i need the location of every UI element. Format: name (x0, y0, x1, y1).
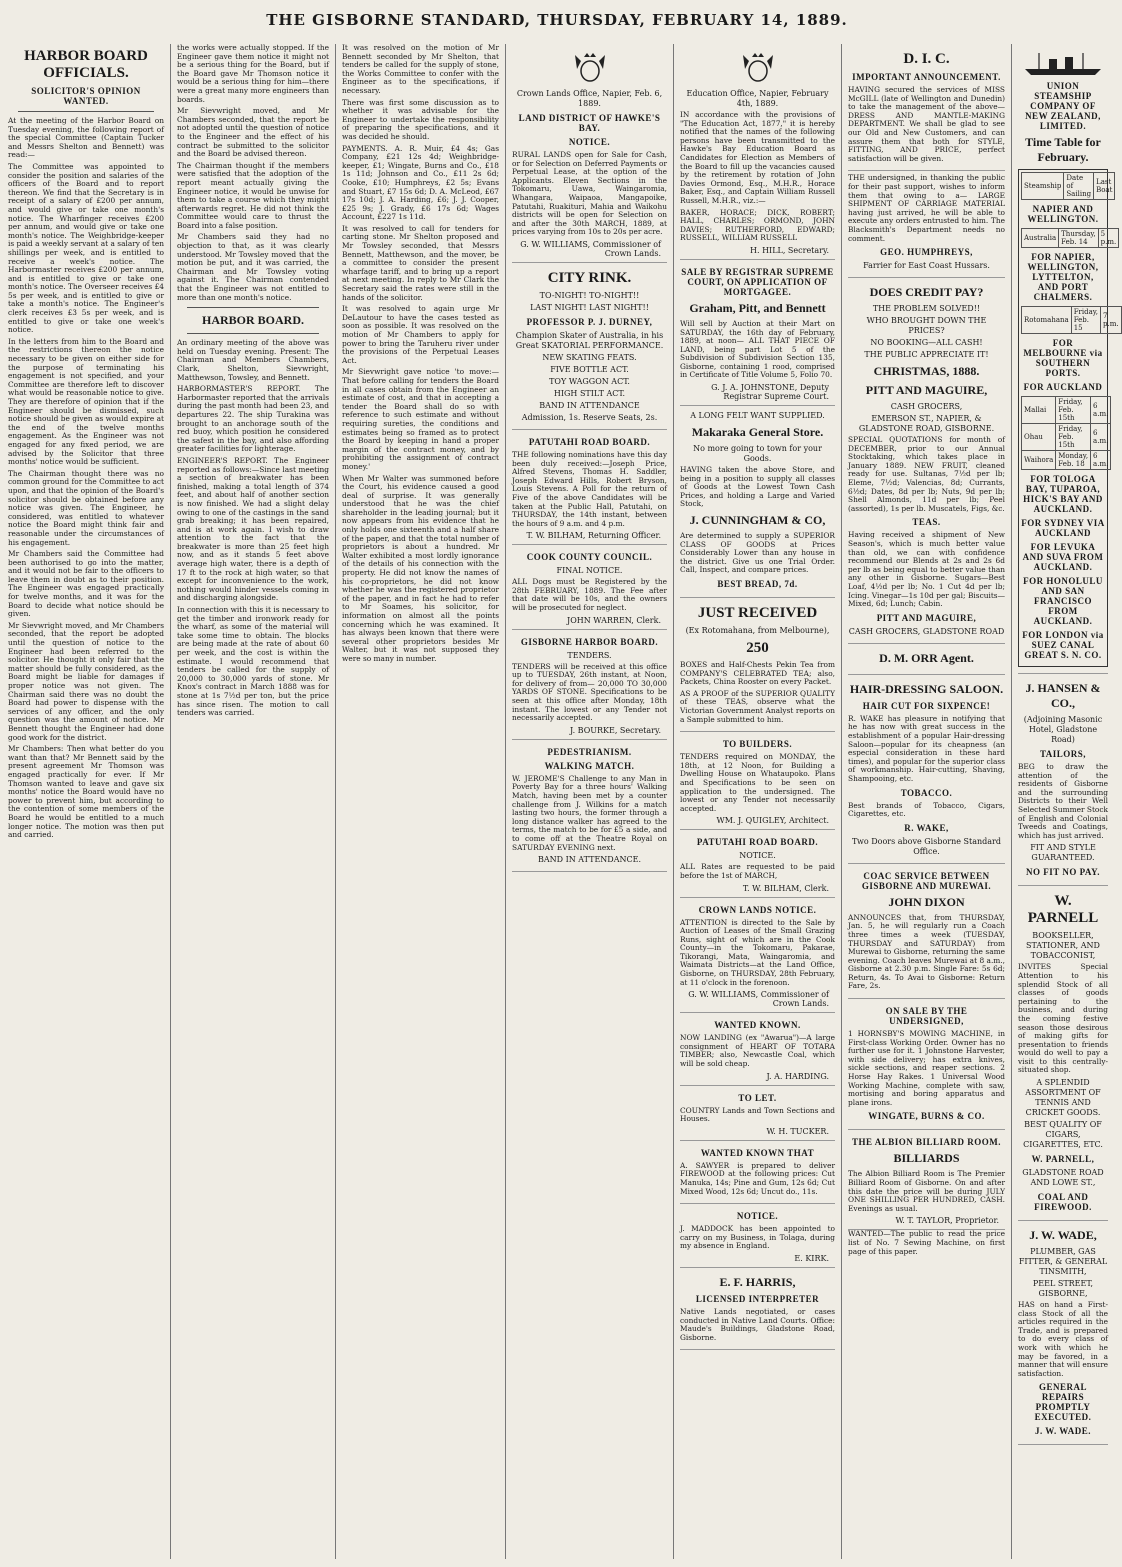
ad-registrar-sale (680, 260, 835, 406)
ad-subtitle: LICENSED INTERPRETER (695, 1293, 820, 1304)
column-2 (170, 44, 335, 1559)
ad-line: BAND IN ATTENDANCE (539, 400, 640, 410)
table-cell: Australia (1022, 229, 1059, 248)
ad-subtitle: WALKING MATCH. (544, 760, 635, 771)
timetable-table (1021, 228, 1119, 248)
ad-line: FIVE BOTTLE ACT. (550, 364, 629, 374)
ad-firm-name: D. M. ORR (879, 650, 938, 665)
ad-harris-interpreter (680, 1268, 835, 1350)
ad-heading: LAND DISTRICT OF HAWKE'S BAY. (518, 113, 661, 133)
ad-body: A. SAWYER is prepared to deliver FIREWOOD at the following prices: Cut Manuka, 14s; Pine and Gum, 12s 6d; Cut Mixed Wood, 12s 6d; Uncut do., 11s. (680, 1160, 835, 1196)
ad-signature: W. T. TAYLOR, Proprietor. (895, 1216, 999, 1226)
ad-hansen (1018, 674, 1108, 886)
ad-orr (848, 644, 1005, 675)
ad-body: AS A PROOF of the SUPERIOR QUALITY of these TEAS, observe what the Victorian Government Analyst reports on a Sample submitted to him. (680, 688, 835, 724)
table-cell: 6 a.m. (1091, 397, 1111, 424)
table-header: Steamship (1022, 173, 1064, 200)
table-row (1022, 173, 1115, 200)
ad-title: NOTICE. (736, 1211, 779, 1222)
route-heading: FOR HONOLULU AND SAN FRANCISCO FROM AUCKLAND. (1023, 576, 1103, 626)
ad-firm (848, 651, 1005, 666)
article-paragraph: In the letters from him to the Board and the restrictions thereon the notice necessary to be given on either side for the purpose of terminating his engagement is not specified, and your Committee are therefore left to discover what would be reasonable notice to give. They are therefore of opinion that if the Engineer should be dismissed, such notice should be given as would expire at the end of the twelve months engagement. As the Engineer was not engaged for any fixed period, we are advised by the Solicitor that three months' notice would be sufficient. (8, 336, 164, 467)
ad-body: ATTENTION is directed to the Sale by Auction of Leases of the Small Grazing Runs, sight of which are in the Cook County—in the Tokomaru, Pakarae, Tikorangi, Mata, Waingaromia, and Waimata Districts—at the Land Office, Gisborne, on THURSDAY, 28th February, at 11 o'clock in the forenoon. (680, 917, 835, 987)
ad-title: DOES CREDIT PAY? (869, 285, 984, 300)
table-cell: Rotomahana (1022, 307, 1072, 334)
ad-notice-maddock (680, 1204, 835, 1268)
ad-names: BAKER, HORACE; DICK, ROBERT; HALL, CHARLES; ORMOND, JOHN DAVIES; RUTHERFORD, EDWARD; RUSSELL, WILLIAM RUSSELL (680, 207, 835, 243)
article-paragraph: Mr Chambers: Then what better do you want than that? Mr Bennett said by the present agreement Mr Thomson was engaged practically for ever. If Mr Thomson wanted to leave and gave six months' notice the Board would have no power to prevent him, but according to the contention of some members of the Board he would be entitled to a much longer notice. The motion was then put and carried. (8, 744, 164, 840)
ad-firm: JOHN DIXON (888, 894, 965, 909)
table-cell: 7 p.m. (1101, 307, 1122, 334)
ad-signature: J. A. HARDING. (766, 1071, 829, 1081)
ad-title: TEAS. (912, 517, 941, 528)
ad-firm: J. W. WADE, (1029, 1228, 1097, 1243)
ad-body: R. WAKE has pleasure in notifying that he has now with great success in the establishment of a popular Hair-dressing Saloon—popular for its cheapness (an especial consideration in these hard times), and popular for the superior class of workmanship. Hair-cutting, Shaving, Shampooing, etc. (848, 713, 1005, 783)
divider (18, 111, 154, 112)
ad-subtitle: NOTICE. (739, 851, 776, 861)
ad-line: A SPLENDID ASSORTMENT OF TENNIS AND CRICKET GOODS. (1025, 1078, 1101, 1118)
ad-subtitle: (Ex Rotomahana, from Melbourne), (685, 626, 830, 635)
ad-firm: W. PARNELL, (1031, 1154, 1095, 1165)
ad-agent: Agent. (940, 650, 974, 665)
article-paragraph: HARBORMASTER'S REPORT. The Harbormaster reported that the arrivals during the past month had been 23, and departures 22. The ship Turakina was brought to an anchorage south of the red buoy, which position he considered the safest in the bay, and also affording greater facilities for lighterage. (177, 384, 329, 454)
ad-credit (848, 278, 1005, 644)
timetable (1018, 169, 1119, 667)
ad-line: NO FIT NO PAY. (1025, 867, 1101, 878)
ad-title: TO LET. (738, 1092, 777, 1103)
ad-line: TO-NIGHT! TO-NIGHT!! (539, 290, 640, 300)
column-3 (335, 44, 505, 1559)
table-row (1022, 424, 1111, 451)
masthead: THE GISBORNE STANDARD, THURSDAY, FEBRUARY 14, 1889. (266, 11, 848, 29)
table-cell: Thursday, Feb. 14 (1059, 229, 1099, 248)
ad-title: COAL AND FIREWOOD. (1034, 1192, 1092, 1213)
ad-line: NO BOOKING—ALL CASH! (870, 338, 983, 348)
table-cell: Ohau (1022, 424, 1056, 451)
ad-subtitle: PLUMBER, GAS FITTER, & GENERAL TINSMITH, (1018, 1247, 1108, 1277)
ad-title: TO BUILDERS. (722, 739, 793, 750)
ad-wanted-known (680, 1013, 835, 1085)
ad-line: GENERAL REPAIRS PROMPTLY EXECUTED. (1034, 1382, 1092, 1423)
ad-union-steamship (1018, 44, 1119, 674)
route-heading: FOR SYDNEY VIA AUCKLAND (1021, 518, 1105, 538)
ad-crown-lands-notice (680, 898, 835, 1014)
ad-body: TENDERS will be received at this office up to TUESDAY, 26th instant, at Noon, for delivery of from— 20,000 TO 30,000 YARDS OF STONE. Specifications to be seen at this office after Monday, 18th instant. The lowest or any Tender not necessarily accepted. (512, 661, 667, 723)
ad-title: CROWN LANDS NOTICE. (698, 904, 817, 915)
ad-makaraka-store (680, 406, 835, 598)
ad-signature: T. W. BILHAM, Returning Officer. (526, 531, 661, 541)
table-row (1022, 229, 1119, 248)
ad-subtitle: TENDERS. (567, 650, 612, 660)
table-cell: 5 p.m. (1098, 229, 1119, 248)
ad-title: THE ALBION BILLIARD ROOM. (851, 1137, 1002, 1148)
ad-body: The Albion Billiard Room is The Premier Billiard Room of Gisborne. On and after this date the price will be during JULY ONE SHILLING PER HUNDRED, CASH. Evenings as usual. (848, 1169, 1005, 1213)
ad-subtitle: Time Table for February. (1025, 135, 1101, 164)
ad-line: Champion Skater of Australia, in his Great SKATORIAL PERFORMANCE. (515, 330, 664, 350)
route-heading: FOR LEVUKA AND SUVA FROM AUCKLAND. (1022, 542, 1104, 572)
ad-address: PEEL STREET, GISBORNE, (1032, 1279, 1094, 1299)
divider (187, 307, 319, 308)
steamship-icon (1019, 51, 1107, 77)
route-heading: NAPIER AND WELLINGTON. (1027, 204, 1099, 224)
column-6 (841, 44, 1011, 1559)
ad-just-received (680, 598, 835, 732)
ad-education-office (680, 44, 835, 260)
ad-parnell (1018, 886, 1108, 1221)
article-paragraph: Mr Sievwright moved, and Mr Chambers seconded, that the report be adopted until the question of notice to the Engineer had been referred to the solicitor. He thought it only fair that the matter should be fully considered, as the Board might be liable for damages if proper notice was not given. The Chairman said there was no doubt the Board had power to dispense with the services of any officer, and the only question was the amount of notice. Mr Bennett thought the Engineer had done good work for the district. (8, 620, 164, 742)
timetable-table (1021, 172, 1115, 200)
ad-title: PATUTAHI ROAD BOARD. (528, 436, 651, 447)
article-paragraph: It was resolved to call for tenders for carting stone. Mr Shelton proposed and Mr Towsley seconded, that Messrs Bennett, Matthewson, and the mover, be a committee to consider the present wharfage tariff, and to bring up a report at next meeting. In reply to Mr Clark the Secretary said the rates were still in the hands of the solicitor. (342, 223, 499, 302)
ad-body: Native Lands negotiated, or cases conducted in Native Land Courts. Office: Maude's Buildings, Gladstone Road, Gisborne. (680, 1306, 835, 1342)
table-cell: Monday, Feb. 18 (1056, 451, 1091, 470)
ad-line: PROFESSOR P. J. DURNEY, (526, 316, 653, 327)
table-cell: Friday, Feb. 15th (1056, 424, 1091, 451)
article-paragraph: There was first some discussion as to whether it was advisable for the Engineer to undertake the responsibility of preparing the specifications, and it was decided he should. (342, 97, 499, 141)
ad-line: BEST QUALITY OF CIGARS, CIGARETTES, ETC. (1023, 1120, 1103, 1150)
ad-subtitle: CASH GROCERS, (890, 402, 963, 412)
ad-patutahi-nominations (512, 430, 667, 545)
ad-big-number: 250 (746, 640, 769, 656)
ad-firm: J. CUNNINGHAM & CO, (689, 513, 826, 528)
ad-subtitle: HAIR CUT FOR SIXPENCE! (862, 700, 991, 711)
ad-body: THE following nominations have this day been duly received:—Joseph Price, Alfred Stevens, Thomas H. Saddler, Joseph Edward Hills, Robert Bryson, Louis Stevens. A Poll for the return of Five of the above Candidates will be taken at the Public Hall, Patutahi, on THURSDAY, the 14th instant, between the hours of 9 a.m. and 4 p.m. (512, 449, 667, 528)
article-paragraph: PAYMENTS. A. R. Muir, £4 4s; Gas Company, £21 12s 4d; Weighbridge-keeper, £1; Wingate, Burns and Co., £18 1s 11d; Johnson and Co., £11 2s 6d; Cooke, £10; Humphreys, £2 5s; Evans and Stuart, £7 15s 6d; D. A. McLeod, £67 17s 10d; J. A. Harding, £6; J. J. Cooper, £25 9s; J. Grady, £6 17s 6d; Wages Account, £227 1s 11d. (342, 143, 499, 222)
ad-body: INVITES Special Attention to his splendid Stock of all classes of goods pertaining to the business, and during the coming festive season those desirous of making gifts for presentation to friends would do well to pay a visit to this centrally-situated shop. (1018, 962, 1108, 1075)
ad-firm: R. WAKE, (904, 822, 949, 833)
royal-crest-icon (567, 51, 613, 85)
ad-signature: J. BOURKE, Secretary. (570, 725, 661, 735)
ad-signature: G. W. WILLIAMS, Commissioner of Crown Lands. (688, 990, 829, 1009)
ad-hairdressing (848, 675, 1005, 864)
article-paragraph: In connection with this it is necessary to get the timber and ironwork ready for the wharf, as some of the material will take some time to obtain. The blocks are being made at the rate of about 60 per week, and the cost is within the estimate. I would recommend that tenders be called for the supply of 20,000 to 30,000 yards of stone. Mr Knox's contract in March 1888 was for stone at 1s 7½d per ton, but the price has since risen. The motion to call tenders was carried. (177, 605, 329, 718)
ad-body: BEG to draw the attention of the residents of Gisborne and the surrounding Districts to their Well Selected Summer Stock of English and Colonial Tweeds and Coatings, which has just arrived. (1018, 762, 1108, 840)
article-paragraph: Mr Sievwright gave notice 'to move:—That before calling for tenders the Board in all cases obtain from the Engineer an estimate of cost, and that in accepting a tender the Board shall do so with reference to such estimate and without requiring sureties, the conditions and estimates being so framed as to protect the Board by keeping in hand a proper margin of the contract money, and by prohibiting the assignment of contract money.' (342, 367, 499, 471)
ad-subtitle: TAILORS, (1039, 749, 1087, 759)
ad-body: HAS on hand a First-class Stock of all the articles required in the Trade, and is prepared to do every class of work with which he may be favored, in a manner that will ensure satisfaction. (1018, 1300, 1109, 1378)
ad-firewood (680, 1141, 835, 1204)
article-paragraph: The Committee was appointed to consider the position and salaries of the officers of the Board and to report thereon. We find that the Secretary is in receipt of a salary of £200 per annum, and would give or take one month's notice. The Wharfinger receives £200 per annum, and would give or take one month's notice. The Weighbridge-keeper is paid a weekly servant at a salary of ten shillings per week, and is entitled to receive a week's notice. The Harbormaster receives £200 per annum, and is entitled to give or take one month's notice. The Overseer receives £4 5s per week, and is entitled to give or take a month's notice. The Engineer's clerk receives £3 5s per week, and is entitled to give or take one week's notice. (8, 161, 164, 335)
ad-body: Best brands of Tobacco, Cigars, Cigarettes, etc. (848, 800, 1005, 819)
divider (187, 333, 319, 334)
ad-body: Are determined to supply a SUPERIOR CLASS OF GOODS at Prices Considerably Lower than any house in the district. Give us one Trial Order. Call, Inspect, and compare prices. (680, 531, 835, 575)
ad-firm: W. PARNELL (1027, 893, 1099, 927)
article-paragraph: the works were actually stopped. If the Engineer gave them notice it might not be a serious thing for the Board, but if the Board gave Mr Thomson notice it would be a serious thing for him—there were a great many more engineers than boards. (177, 43, 329, 104)
table-row (1022, 307, 1122, 334)
ad-body: TENDERS required on MONDAY, the 18th, at 12 Noon, for Building a Dwelling House on Whataupoko. Plans and Specifications to be seen on application to the undersigned. The lowest or any Tender not necessarily accepted. (680, 752, 835, 813)
ad-body: NOW LANDING (ex "Awarua")—A large consignment of HEART OF TOTARA TIMBER; also, Newcastle Coal, which will be sold cheap. (680, 1033, 835, 1069)
ad-title: E. F. HARRIS, (719, 1274, 796, 1289)
ad-subtitle: Farrier for East Coast Hussars. (863, 261, 990, 271)
ad-dic (848, 44, 1005, 171)
ad-coach-service (848, 864, 1005, 999)
ad-signature: T. W. BILHAM, Clerk. (742, 883, 829, 893)
article-subheading: SOLICITOR'S OPINION WANTED. (31, 86, 141, 106)
ad-body: Will sell by Auction at their Mart on SATURDAY, the 16th day of February, 1889, at noon— ALL THAT PIECE OF LAND, being part Lot 5 of the Subdivision of Subdivision Section 135, Gisborne, containing 1 rood, comprised in Certificate of Title Volume 5, Folio 70. (680, 318, 835, 380)
ad-cook-county (512, 545, 667, 629)
ad-title: HAIR-DRESSING SALOON. (849, 681, 1004, 696)
ad-to-let (680, 1086, 835, 1141)
ad-firm: WINGATE, BURNS & CO. (868, 1111, 985, 1122)
ad-body: IN accordance with the provisions of "The Education Act, 1877," it is hereby notified that the names of the following persons have been transmitted to the Hawke's Bay Education Board as Candidates for Election as Members of the Board to fill up the vacancies caused by the retirement by rotation of John Davies Ormond, Esq., M.H.R., Horace Baker, Esq., and Captain William Russell Russell, M.H.R., viz.:— (680, 110, 835, 205)
ad-line: LAST NIGHT! LAST NIGHT!! (530, 302, 649, 312)
table-cell: 6 a.m. (1091, 424, 1111, 451)
ad-body: THE undersigned, in thanking the public for their past support, wishes to inform them that owing to a— LARGE SHIPMENT OF CARRIAGE MATERIAL having just arrived, he will be able to execute any orders entrusted to him. The Blacksmith's Department needs no comment. (848, 173, 1005, 243)
article-paragraph: Mr Chambers said they had no objection to that, as it was clearly understood. Mr Towsley moved that the motion be put, and it was carried, the Chairman and Mr Towsley voting against it. The Chairman contended that the Engineer was not entitled to more than one month's notice. (177, 232, 329, 302)
ad-humphreys (848, 171, 1005, 278)
ad-title: TOBACCO. (900, 787, 953, 798)
article-paragraph: Mr Chambers said the Committee had been authorised to go into the matter, and it would not be fair to the officers to leave them in doubt as to their position. The Engineer was engaged practically for twelve months, and it was for the Board to decide what notice should be given. (8, 549, 164, 619)
route-heading: FOR MELBOURNE via SOUTHERN PORTS. (1023, 338, 1103, 378)
table-cell: Friday, Feb. 15th (1056, 397, 1091, 424)
article-paragraph: ENGINEER'S REPORT. The Engineer reported as follows:—Since last meeting a section of breakwater has been finished, making a total length of 374 feet, and about half of another section is now finished. We had a slight delay owing to one of the castings in the sand grab breaking; it has been repaired, and is at work again. I wish to draw attention to the fact that the breakwater is more than 25 feet high now, and as it stands 5 feet above average high water, there is a depth of 17 ft to the rock at high water, so that except for inconvenience to the work, nothing would hinder vessels coming in and discharging alongside. (177, 455, 329, 603)
ad-office-line: Education Office, Napier, February 4th, 1889. (686, 89, 829, 108)
ad-firm: GEO. HUMPHREYS, (880, 247, 973, 258)
ad-city-rink (512, 263, 667, 430)
ad-line: Admission, 1s. Reserve Seats, 2s. (521, 412, 658, 422)
ad-body: ANNOUNCES that, from THURSDAY, Jan. 5, he will regularly run a Coach three times a week (TUESDAY, THURSDAY and SATURDAY) from Murewai to Gisborne, returning the same evening. Coach leaves Murewai at 8 a.m., Gisborne at 2.30 p.m. Single Fare: 5s 6d; Return, 4s. To Avai to Gisborne: Return Fare, 2s. (848, 912, 1005, 991)
route-heading: FOR TOLOGA BAY, TUPAROA, HICK'S BAY AND AUCKLAND. (1023, 474, 1103, 514)
article-heading-harbor-officials: HARBOR BOARD OFFICIALS. (24, 48, 148, 81)
ad-line: WHO BROUGHT DOWN THE PRICES? (866, 316, 987, 336)
ad-wade (1018, 1221, 1108, 1445)
ad-body: SPECIAL QUOTATIONS for month of DECEMBER, prior to our Annual Stocktaking, which takes place in January 1889. NEW FRUIT, cleaned ready for use. Sultanas, 7½d per lb; Eleme, 7½d; Valencias, 8d; Currants, 6½d; Dates, 8d per lb; Nuts, 9d per lb; Shell Almonds, 11d per lb; Peel (assorted), 1s per lb. Muscatels, Figs, &c. (848, 435, 1005, 513)
article-paragraph: The Chairman thought there was no common ground for the Committee to act upon, and that the opinion of the Board's solicitor should be obtained before any notice was given. The Engineer, he considered, was entitled to whatever notice the Board might think fair and reasonable under the circumstances of his engagement. (8, 468, 164, 547)
ad-firm: PITT AND MAGUIRE, (865, 383, 988, 398)
ad-line: FIT AND STYLE GUARANTEED. (1030, 843, 1096, 863)
ad-subtitle: IMPORTANT ANNOUNCEMENT. (852, 72, 1001, 82)
ad-patutahi-rates (680, 830, 835, 897)
ad-to-builders (680, 732, 835, 830)
ad-title: Makaraka General Store. (691, 425, 824, 440)
ad-address: (Adjoining Masonic Hotel, Gladstone Road) (1023, 715, 1103, 744)
ad-crown-lands (512, 44, 667, 263)
ad-office-line: Crown Lands Office, Napier, Feb. 6, 1889. (516, 89, 663, 108)
ad-signature: E. KIRK. (794, 1253, 829, 1263)
column-1 (2, 44, 170, 1559)
royal-crest-icon (735, 51, 781, 85)
article-paragraph: Mr Sievwright moved, and Mr Chambers seconded, that the report be not adopted until the question of notice to the Engineer and the effect of his contract be submitted to the solicitor and the Board be advised thereon. (177, 106, 329, 159)
table-cell: Waihora (1022, 451, 1056, 470)
ad-title: SALE BY REGISTRAR SUPREME COURT, ON APPLICATION OF MORTGAGEE. (681, 266, 834, 297)
article-paragraph: It was resolved on the motion of Mr Bennett seconded by Mr Shelton, that tenders be called for the supply of stone, the Works Committee to confer with the Engineer as to the specifications, if necessary. (342, 43, 499, 95)
ad-line: BEST BREAD, 7d. (717, 579, 798, 589)
ad-firm: PITT AND MAGUIRE, (876, 612, 977, 623)
table-header: Last Boat (1094, 173, 1115, 200)
ad-body: Having received a shipment of New Season's, which is much better value than old, we can with confidence recommend our Blends at 2s and 2s 6d per lb as being equal to better value than any other in Gisborne. Sugars—Best Loaf, 4½d per lb; No. 1 Cut 4d per lb; Icing. Vinegar—1s 10d per gal; Biscuits—Mixed, 6d; Lunch; Cabin. (848, 530, 1005, 609)
article-paragraph: The Chairman thought if the members were satisfied that the adoption of the report meant actually giving the Engineer notice, it would be unwise for them to take a course which they might afterwards regret. He did not think the Committee would care to thrust the Board into a false position. (177, 160, 329, 230)
ad-title: PEDESTRIANISM. (547, 746, 632, 757)
timetable-table (1021, 396, 1111, 470)
article-paragraph: At the meeting of the Harbor Board on Tuesday evening, the following report of the special Committee (Captain Tucker and Messrs Shelton and Bennett) was read:— (8, 116, 164, 160)
article-paragraph: An ordinary meeting of the above was held on Tuesday evening. Present: The Chairman and Members Chambers, Clark, Shelton, Sievwright, Matthewson, Towsley, and Bennett. (177, 338, 329, 382)
ad-address: CASH GROCERS, GLADSTONE ROAD (848, 626, 1005, 636)
ad-line: NEW SKATING FEATS. (542, 352, 637, 362)
ad-signature: JOHN WARREN, Clerk. (567, 615, 661, 625)
ad-body: ALL Rates are requested to be paid before the 1st of MARCH, (680, 862, 835, 880)
ad-title: UNION STEAMSHIP COMPANY OF NEW ZEALAND, LIMITED. (1025, 81, 1101, 131)
ad-harbor-tenders (512, 630, 667, 740)
ad-title: NOTICE. (568, 137, 611, 147)
ad-line: A LONG FELT WANT SUPPLIED. (690, 411, 825, 421)
ad-body: BOXES and Half-Chests Pekin Tea from COMPANY'S CELEBRATED TEA; also, Packets, China Rooster on every Packet. (680, 660, 835, 687)
ad-line: HIGH STILT ACT. (553, 388, 626, 398)
ad-subtitle: No more going to town for your Goods. (693, 444, 822, 464)
ad-title: PATUTAHI ROAD BOARD. (696, 837, 819, 848)
ad-subtitle: FINAL NOTICE. (556, 566, 623, 576)
ad-subtitle: BOOKSELLER, STATIONER, AND TOBACCONIST, (1026, 931, 1100, 961)
ad-line: BAND IN ATTENDANCE. (537, 855, 641, 865)
ad-body: HAVING secured the services of MISS McGILL (late of Wellington and Dunedin) to take the management of the above— DRESS AND MANTLE-MAKING DEPARTMENT. We shall be glad to see our Old and New Customers, and can assure them that both for STYLE, FITTING, AND PRICE, perfect satisfaction will be given. (848, 85, 1005, 163)
ad-title: GISBORNE HARBOR BOARD. (520, 636, 659, 647)
ad-signature: J. W. WADE. (1034, 1426, 1092, 1437)
ad-line: TOY WAGGON ACT. (549, 376, 630, 386)
ad-body: RURAL LANDS open for Sale for Cash, or for Selection on Deferred Payments or Perpetual Lease, at the option of the Applicants. Eleven Sections in the Tokomaru, Uawa, Waingaromia, Whangara, Waipaoa, Mangapoike, Patutahi, Ruakituri, Mahia and Waikohu districts will be open for Selection on and after the 30th MARCH, 1889, at prices varying from 10s to 20s per acre. (512, 150, 667, 237)
column-4 (505, 44, 673, 1559)
table-cell: Mallai (1022, 397, 1056, 424)
table-cell: 6 a.m. (1091, 451, 1111, 470)
ad-on-sale (848, 999, 1005, 1130)
ad-line: THE PROBLEM SOLVED!! (872, 304, 981, 314)
article-paragraph: It was resolved to again urge Mr DeLautour to have the cases tested as soon as possible. It was resolved on the motion of Mr Chambers to apply for power to bring the Taruheru river under the provisions of the Perpetual Leases Act. (342, 304, 499, 365)
ad-signature: G. W. WILLIAMS, Commissioner of Crown Lands. (520, 239, 661, 258)
ad-address: GLADSTONE ROAD AND LOWE ST., (1022, 1168, 1104, 1188)
route-heading: FOR NAPIER, WELLINGTON, LYTTELTON, AND PORT CHALMERS. (1027, 252, 1099, 302)
ad-line: CHRISTMAS, 1888. (873, 364, 980, 379)
ad-title: ON SALE BY THE UNDERSIGNED, (885, 1006, 968, 1027)
table-cell: Friday, Feb. 15 (1071, 307, 1100, 334)
ad-firm: Graham, Pitt, and Bennett (689, 300, 826, 315)
article-heading-harbor-board: HARBOR BOARD. (201, 313, 304, 328)
ad-signature: G. J. A. JOHNSTONE, Deputy Registrar Supreme Court. (711, 383, 829, 402)
ad-subtitle: BILLIARDS (893, 1151, 960, 1166)
ad-body: W. JEROME'S Challenge to any Man in Poverty Bay for a three hours' Walking Match, having been met by a counter challenge from J. Wilkins for a match lasting two hours, the former through a long distance walker has agreed to the terms, the match to be for £5 a side, and to come off at the Theatre Royal on SATURDAY EVENING next. (512, 773, 667, 852)
ad-title: COOK COUNTY COUNCIL. (526, 552, 653, 563)
ad-body: COUNTRY Lands and Town Sections and Houses. (680, 1105, 835, 1124)
ad-billiards (848, 1130, 1005, 1230)
ad-title: D. I. C. (903, 51, 950, 67)
ad-title: CITY RINK. (547, 269, 632, 286)
route-heading: FOR AUCKLAND (1023, 382, 1103, 392)
ad-title: JUST RECEIVED (697, 605, 818, 621)
ad-pedestrianism (512, 740, 667, 872)
ad-body: J. MADDOCK has been appointed to carry on my Business, in Tolaga, during my absence in England. (680, 1224, 835, 1251)
ad-signature: W. H. TUCKER. (766, 1126, 829, 1136)
ad-address: EMERSON ST., NAPIER, & GLADSTONE ROAD, GISBORNE. (858, 414, 995, 434)
ad-title: WANTED KNOWN. (714, 1020, 801, 1031)
ad-address: Two Doors above Gisborne Standard Office. (852, 836, 1001, 856)
ad-body: 1 HORNSBY'S MOWING MACHINE, in First-class Working Order. Owner has no further use for it. 1 Johnstone Harvester, with side delivery; has extra knives, sickle sections, and reaper sections. 2 Horse Hay Rakes. 1 Universal Wood Working Machine, complete with saw, mortising and boring apparatus and plane irons. (848, 1029, 1005, 1107)
table-row (1022, 397, 1111, 424)
ad-body: ALL Dogs must be Registered by the 28th FEBRUARY, 1889. The Fee after that date will be 10s, and the owners will be prosecuted for neglect. (512, 577, 667, 613)
ad-title: COAC SERVICE BETWEEN GISBORNE AND MUREWAI. (861, 870, 992, 891)
ad-firm: J. HANSEN & CO., (1025, 681, 1101, 710)
timetable-table (1021, 306, 1122, 334)
table-row (1022, 451, 1111, 470)
ad-signature: H. HILL, Secretary. (750, 245, 829, 255)
route-heading: FOR LONDON via SUEZ CANAL GREAT S. N. CO. (1022, 630, 1104, 660)
table-header: Date of Sailing (1064, 173, 1094, 200)
ad-line: THE PUBLIC APPRECIATE IT! (864, 350, 989, 360)
column-7 (1011, 44, 1119, 1559)
ad-title: WANTED KNOWN THAT (700, 1147, 815, 1158)
ad-wanted-line: WANTED—The public to read the price list of No. 7 Sewing Machine, on first page of this paper. (848, 1229, 1005, 1256)
ad-signature: WM. J. QUIGLEY, Architect. (716, 816, 829, 826)
column-5 (673, 44, 841, 1559)
article-paragraph: When Mr Walter was summoned before the Court, his evidence caused a good deal of surprise. It was generally understood that he was the chief shareholder in the leading journal; but it now appears from his evidence that he only holds one sixteenth and a half share of the paper, and that the total number of proprietors is about a hundred. Mr Walter exhibited a most lordly ignorance of the details of his connection with the property. He did not know the names of his co-proprietors, he did not know whether he was the registered proprietor of the paper, and in fact he had to refer to Mr Soames, his solicitor, for information on almost all the points concerning which he was examined. It has always been known that there were several other proprietors besides Mr Walter, but it was not supposed they were so many in number. (342, 473, 499, 663)
ad-body: HAVING taken the above Store, and being in a position to supply all classes of Goods at the Lowest Town Cash Prices, and holding a Large and Varied Stock, (680, 465, 835, 509)
